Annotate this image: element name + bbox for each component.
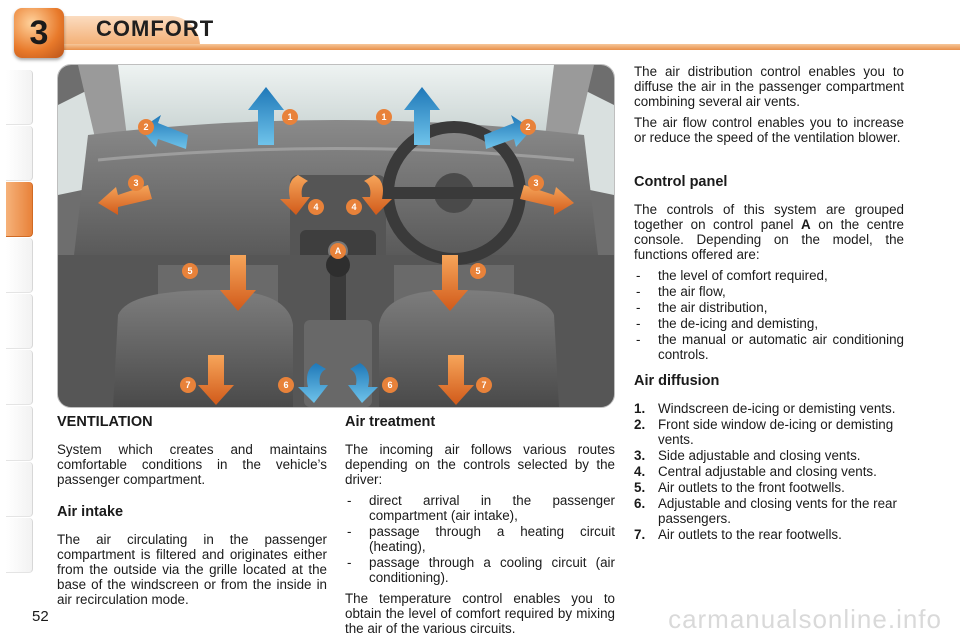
vent-marker: 6 bbox=[387, 380, 393, 390]
list-item: - the manual or automatic air conditioning controls. bbox=[634, 332, 904, 362]
list-item bbox=[634, 401, 904, 416]
item-text: Front side window de-icing or demisting vents. bbox=[658, 417, 894, 447]
item-text: Side adjustable and closing vents. bbox=[658, 448, 861, 463]
vent-marker: 2 bbox=[143, 122, 149, 132]
list-item bbox=[634, 527, 904, 542]
vent-marker: 7 bbox=[185, 380, 191, 390]
list-item: - passage through a heating circuit (heating), bbox=[345, 524, 615, 554]
chapter-tab-6[interactable] bbox=[6, 350, 33, 405]
air-intake-body: The air circulating in the passenger compartment is filtered and originates either from the outside via the grille located at the base of the windscreen or from the inside in air recirculation mode. bbox=[57, 532, 327, 607]
vent-marker: 1 bbox=[381, 112, 387, 122]
air-treatment-section bbox=[345, 415, 615, 642]
page-title: COMFORT bbox=[96, 16, 215, 41]
chapter-tab-9[interactable] bbox=[6, 518, 33, 573]
item-number: 4. bbox=[634, 464, 646, 479]
vent-marker: 3 bbox=[533, 178, 539, 188]
item-number: 5. bbox=[634, 480, 646, 495]
chapter-tab-2[interactable] bbox=[6, 126, 33, 181]
right-column bbox=[634, 64, 904, 548]
air-intake-heading: Air intake bbox=[57, 504, 124, 520]
item-number: 6. bbox=[634, 496, 646, 511]
list-item: - passage through a cooling circuit (air conditioning). bbox=[345, 555, 615, 585]
air-treatment-heading: Air treatment bbox=[345, 414, 436, 430]
ventilation-body: System which creates and maintains comfortable conditions in the vehicle’s passenger compartment. bbox=[57, 442, 327, 487]
air-diffusion-list bbox=[634, 401, 904, 542]
item-number: 1. bbox=[634, 401, 646, 416]
page-number: 52 bbox=[32, 608, 49, 625]
item-text: Central adjustable and closing vents. bbox=[658, 464, 877, 479]
chapter-number-badge: 3 bbox=[14, 8, 64, 58]
list-item: - the level of comfort required, bbox=[634, 268, 904, 283]
vent-marker: 3 bbox=[133, 178, 139, 188]
list-item: - direct arrival in the passenger compartment (air intake), bbox=[345, 493, 615, 523]
cabin-drawing bbox=[58, 65, 614, 407]
item-number: 3. bbox=[634, 448, 646, 463]
list-item bbox=[634, 480, 904, 495]
item-text: Adjustable and closing vents for the rear passengers. bbox=[658, 496, 897, 526]
ventilation-heading: VENTILATION bbox=[57, 414, 153, 430]
air-treatment-intro: The incoming air follows various routes depending on the controls selected by the driver: bbox=[345, 442, 615, 487]
distribution-paragraph: The air distribution control enables you to diffuse the air in the passenger compartment combining several air vents. bbox=[634, 64, 904, 109]
list-item bbox=[634, 496, 904, 526]
vent-marker: 4 bbox=[313, 202, 319, 212]
chapter-tab-8[interactable] bbox=[6, 462, 33, 517]
list-item: - the air flow, bbox=[634, 284, 904, 299]
vent-marker: 7 bbox=[481, 380, 487, 390]
vent-marker: 2 bbox=[525, 122, 531, 132]
list-item bbox=[634, 464, 904, 479]
control-panel-heading: Control panel bbox=[634, 174, 728, 190]
air-treatment-list bbox=[345, 493, 615, 585]
header-rule bbox=[60, 44, 960, 50]
chapter-tab-5[interactable] bbox=[6, 294, 33, 349]
vent-marker: 1 bbox=[287, 112, 293, 122]
control-panel-intro-end: on the centre console. Depending on the model, the functions offered are: bbox=[634, 217, 904, 262]
control-panel-functions bbox=[634, 268, 904, 362]
page-header bbox=[0, 0, 960, 58]
air-flow-paragraph: The air flow control enables you to increase or reduce the speed of the ventilation blower. bbox=[634, 115, 904, 145]
air-diffusion-heading: Air diffusion bbox=[634, 373, 720, 389]
control-panel-intro bbox=[634, 202, 904, 262]
item-text: Air outlets to the front footwells. bbox=[658, 480, 845, 495]
item-text: Air outlets to the rear footwells. bbox=[658, 527, 842, 542]
list-item bbox=[634, 448, 904, 463]
chapter-tab-1[interactable] bbox=[6, 70, 33, 125]
control-panel-intro-start: The controls of this system are grouped together on control panel bbox=[634, 202, 904, 232]
control-panel-letter: A bbox=[801, 217, 811, 232]
item-number: 2. bbox=[634, 417, 646, 432]
item-number: 7. bbox=[634, 527, 646, 542]
control-panel-marker: A bbox=[334, 246, 342, 256]
vent-layout-illustration bbox=[57, 64, 615, 408]
vent-marker: 5 bbox=[187, 266, 193, 276]
chapter-tab-4[interactable] bbox=[6, 238, 33, 293]
chapter-tabs bbox=[0, 70, 34, 580]
list-item: - the de-icing and demisting, bbox=[634, 316, 904, 331]
vent-marker: 4 bbox=[351, 202, 357, 212]
vent-marker: 5 bbox=[475, 266, 481, 276]
list-item bbox=[634, 417, 904, 447]
air-treatment-outro: The temperature control enables you to obtain the level of comfort required by mixing the air of the various circuits. bbox=[345, 591, 615, 636]
list-item: - the air distribution, bbox=[634, 300, 904, 315]
chapter-tab-3-active[interactable] bbox=[6, 182, 33, 237]
vent-marker: 6 bbox=[283, 380, 289, 390]
watermark: carmanualsonline.info bbox=[668, 604, 942, 634]
chapter-tab-7[interactable] bbox=[6, 406, 33, 461]
item-text: Windscreen de-icing or demisting vents. bbox=[658, 401, 896, 416]
ventilation-section bbox=[57, 415, 327, 613]
